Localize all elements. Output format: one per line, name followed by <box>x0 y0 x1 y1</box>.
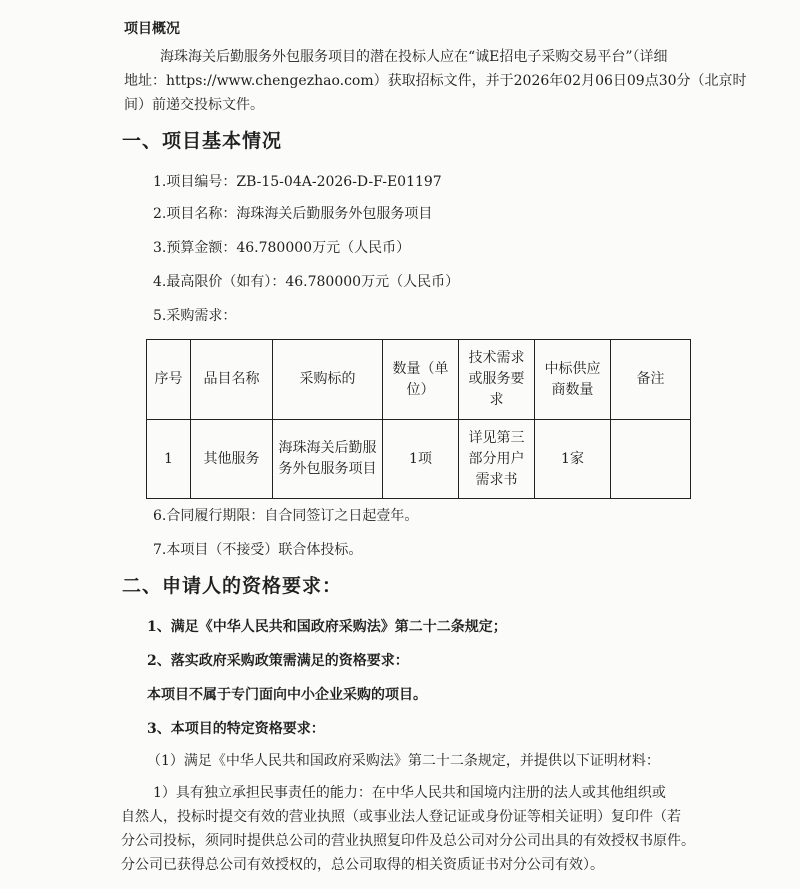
project-number: 1.项目编号：ZB-15-04A-2026-D-F-E01197 <box>153 174 442 190</box>
table-header-cell: 品目名称 <box>191 340 273 420</box>
table-row <box>147 420 691 499</box>
max-price: 4.最高限价（如有）：46.780000万元（人民币） <box>153 274 460 290</box>
table-cell: 海珠海关后勤服务外包服务项目 <box>273 420 383 499</box>
procurement-table <box>146 339 691 499</box>
overview-title: 项目概况 <box>124 21 180 37</box>
table-cell: 1 <box>147 420 191 499</box>
table-header-cell: 中标供应商数量 <box>535 340 611 420</box>
project-name: 2.项目名称：海珠海关后勤服务外包服务项目 <box>153 206 433 222</box>
requirement-paragraph-line: 分公司投标，须同时提供总公司的营业执照复印件及总公司对分公司出具的有效授权书原件。 <box>121 833 695 849</box>
procurement-needs-label: 5.采购需求： <box>153 308 237 324</box>
joint-bid-note: 7.本项目（不接受）联合体投标。 <box>153 542 363 558</box>
table-header-cell: 采购标的 <box>273 340 383 420</box>
requirement-1: 1、满足《中华人民共和国政府采购法》第二十二条规定； <box>147 619 507 635</box>
budget-amount: 3.预算金额：46.780000万元（人民币） <box>153 240 411 256</box>
table-header-cell: 序号 <box>147 340 191 420</box>
requirement-paragraph-line: 自然人，投标时提交有效的营业执照（或事业法人登记证或身份证等相关证明）复印件（若 <box>121 809 681 825</box>
requirement-3: 3、本项目的特定资格要求： <box>147 721 325 737</box>
table-header-cell: 技术需求或服务要求 <box>459 340 535 420</box>
overview-line: 海珠海关后勤服务外包服务项目的潜在投标人应在“诚E招电子采购交易平台”（详细 <box>160 49 668 65</box>
requirement-paragraph-line: 分公司已获得总公司有效授权的，总公司取得的相关资质证书对分公司有效）。 <box>121 857 604 873</box>
table-cell <box>611 420 691 499</box>
contract-period: 6.合同履行期限：自合同签订之日起壹年。 <box>153 508 419 524</box>
requirement-2: 2、落实政府采购政策需满足的资格要求： <box>147 653 409 669</box>
requirement-paragraph-line: 1）具有独立承担民事责任的能力：在中华人民共和国境内注册的法人或其他组织或 <box>153 785 666 801</box>
table-header-row <box>147 340 691 420</box>
table-cell: 1家 <box>535 420 611 499</box>
table-header-cell: 备注 <box>611 340 691 420</box>
overview-line: 间）前递交投标文件。 <box>124 97 264 113</box>
table-cell: 详见第三部分用户需求书 <box>459 420 535 499</box>
requirement-2-note: 本项目不属于专门面向中小企业采购的项目。 <box>147 687 427 703</box>
requirement-3-1: （1）满足《中华人民共和国政府采购法》第二十二条规定，并提供以下证明材料： <box>147 753 660 769</box>
table-header-cell: 数量（单位） <box>383 340 459 420</box>
table-cell: 1项 <box>383 420 459 499</box>
table-cell: 其他服务 <box>191 420 273 499</box>
section2-heading: 二、申请人的资格要求： <box>122 575 343 597</box>
overview-line: 地址：https://www.chengezhao.com）获取招标文件，并于2026年02月06日09点30分（北京时 <box>124 73 747 89</box>
section1-heading: 一、项目基本情况 <box>122 130 283 152</box>
